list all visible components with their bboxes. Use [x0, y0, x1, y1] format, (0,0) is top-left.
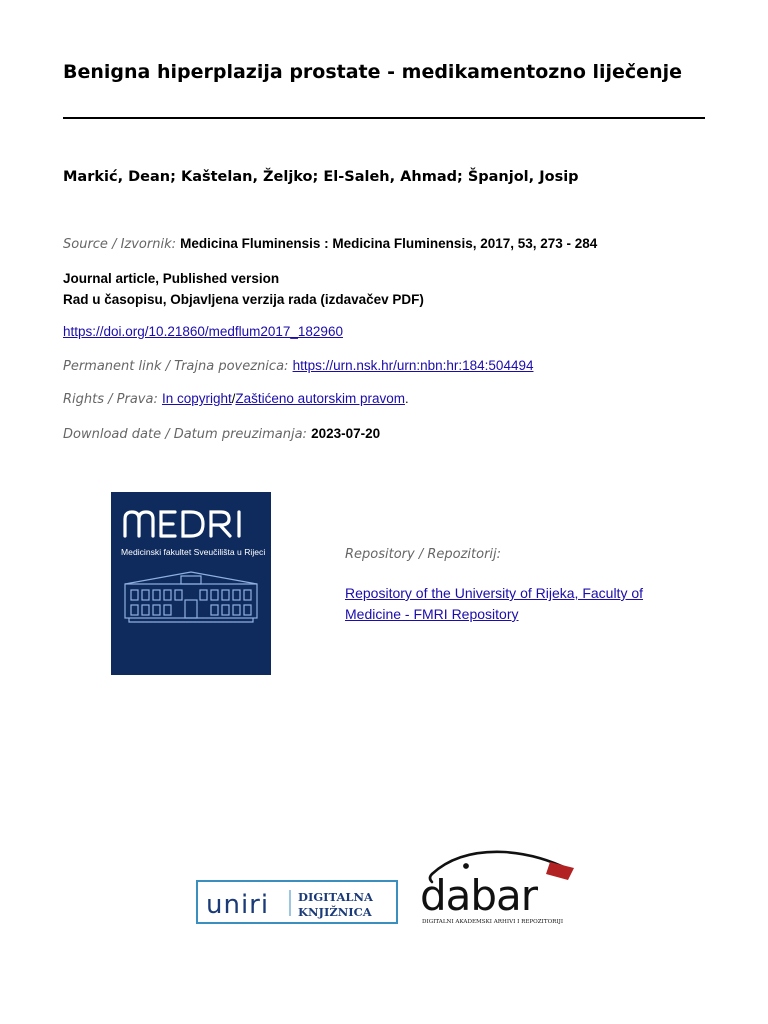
source-label: Source / Izvornik:: [63, 237, 176, 252]
repository-label: Repository / Repozitorij:: [345, 547, 502, 562]
medri-subtitle: Medicinski fakultet Sveučilišta u Rijeci: [121, 547, 266, 557]
dabar-tagline: DIGITALNI AKADEMSKI ARHIVI I REPOZITORIJI: [422, 919, 564, 925]
rights-period: .: [404, 391, 409, 406]
doi-link[interactable]: https://doi.org/10.21860/medflum2017_182960: [63, 324, 343, 339]
uniri-wordmark: UNIRI: [206, 890, 270, 920]
permanent-link-label: Permanent link / Trajna poveznica:: [63, 359, 289, 374]
uniri-text-digitalna: DIGITALNA: [298, 890, 373, 904]
building-icon: [125, 572, 257, 622]
in-copyright-link[interactable]: In copyright: [161, 391, 232, 406]
medri-logo: [111, 492, 271, 675]
authors: Markić, Dean; Kaštelan, Željko; El-Saleh, Ahmad; Španjol, Josip: [63, 169, 579, 185]
doc-type-line2: Rad u časopisu, Objavljena verzija rada (izdavačev PDF): [63, 292, 424, 307]
repository-row: [345, 583, 675, 625]
rights-separator: /: [231, 391, 236, 406]
doi-row: [63, 323, 343, 342]
download-date: 2023-07-20: [311, 426, 381, 441]
uniri-text-knjiznica: KNJIŽNICA: [298, 905, 372, 919]
zasticeno-link[interactable]: Zaštićeno autorskim pravom: [235, 391, 405, 406]
download-label: Download date / Datum preuzimanja:: [63, 427, 307, 442]
doc-type-line1: Journal article, Published version: [63, 271, 280, 286]
source-row: [63, 235, 597, 254]
permanent-link[interactable]: https://urn.nsk.hr/urn:nbn:hr:184:504494: [292, 358, 534, 373]
permanent-link-row: [63, 357, 533, 376]
dabar-wordmark: dabar: [420, 871, 538, 920]
source-value: Medicina Fluminensis : Medicina Fluminensis, 2017, 53, 273 - 284: [180, 236, 598, 251]
rights-row: [63, 390, 409, 409]
dabar-logo: [418, 848, 578, 928]
medri-wordmark-icon: [125, 512, 239, 536]
title-rule: [63, 117, 705, 119]
paper-title: Benigna hiperplazija prostate - medikamentozno liječenje: [63, 61, 682, 83]
beaver-tail-icon: [546, 862, 574, 880]
uniri-logo: [196, 880, 398, 924]
download-row: [63, 425, 380, 444]
rights-label: Rights / Prava:: [63, 392, 158, 407]
repository-link[interactable]: Repository of the University of Rijeka, Faculty of Medicine - FMRI Repository: [345, 585, 644, 622]
